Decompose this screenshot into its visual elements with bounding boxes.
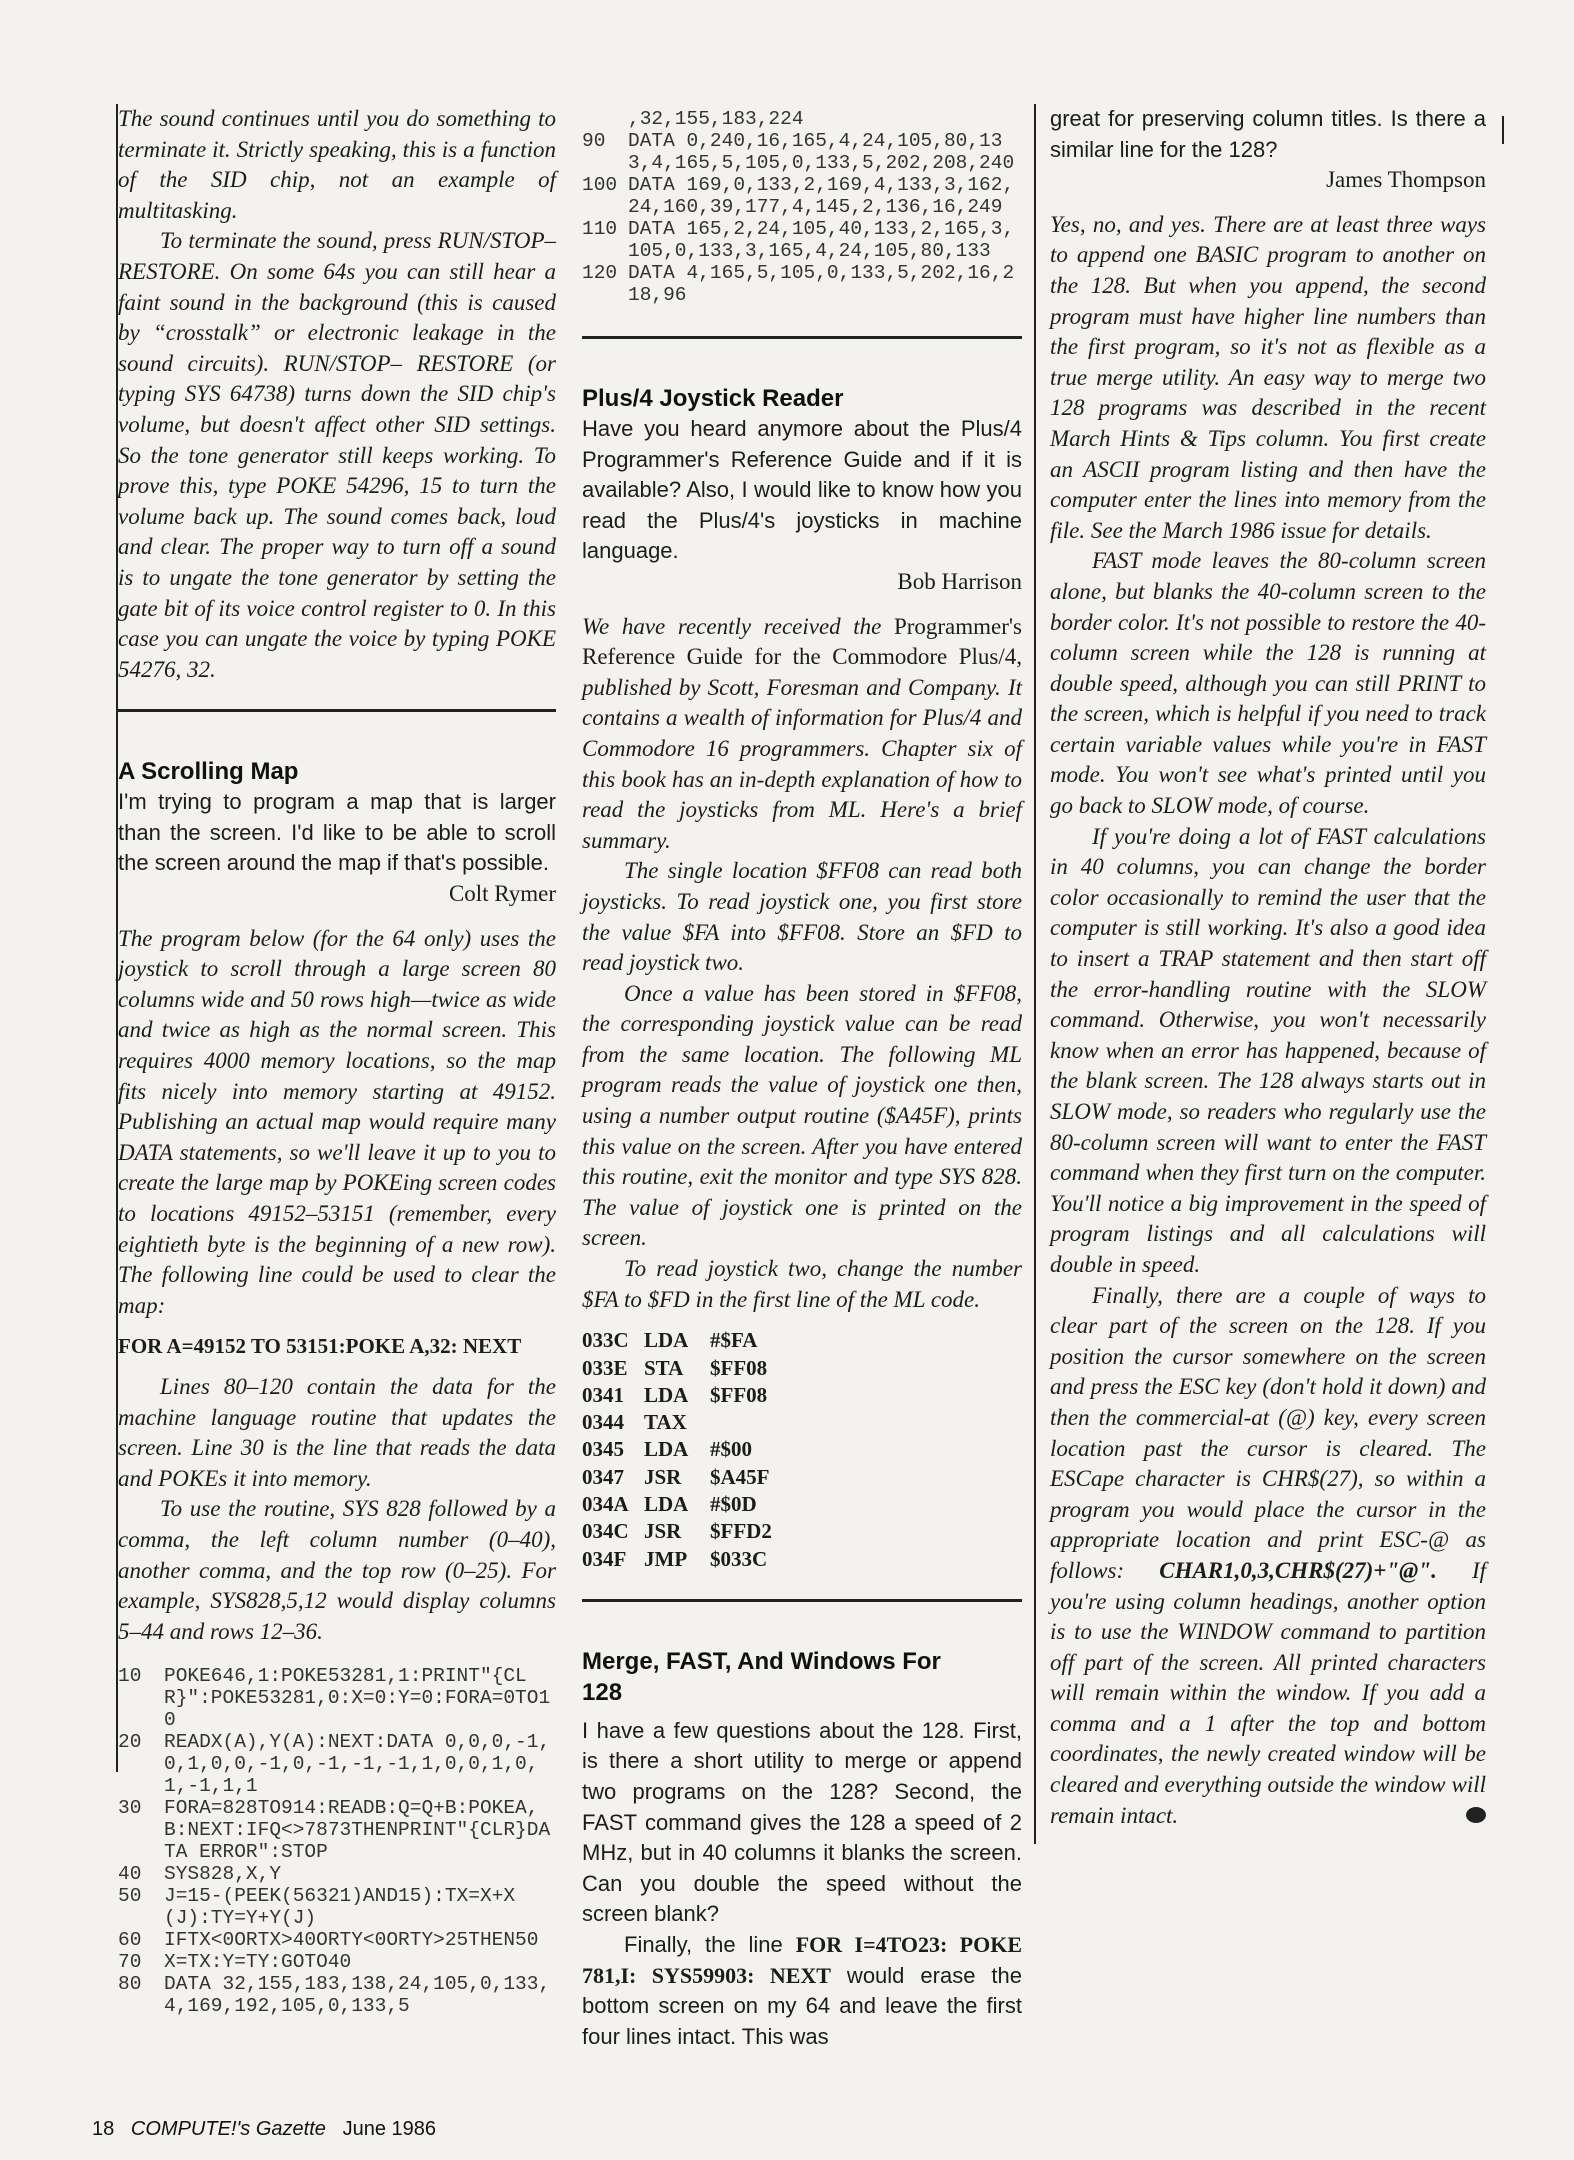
code-line: 110 DATA 165,2,24,105,40,133,2,165,3,105,0,133,3,165,4,24,105,80,133 — [582, 218, 1015, 262]
basic-listing-continued — [582, 108, 1022, 306]
assembly-listing — [582, 1327, 1022, 1573]
section-title-plus4-joystick: Plus/4 Joystick Reader — [582, 385, 844, 412]
code-line: 20 READX(A),Y(A):NEXT:DATA 0,0,0,-1,0,1,0,0,-1,0,-1,-1,-1,1,0,0,1,0,1,-1,1,1 — [118, 1731, 551, 1798]
question-author: Colt Rymer — [448, 881, 556, 907]
asm-line: 033E STA $FF08 — [582, 1355, 768, 1380]
code-line: 70 X=TX:Y=TY:GOTO40 — [118, 1951, 352, 1974]
code-line: 90 DATA 0,240,16,165,4,24,105,80,133,4,165,5,105,0,133,5,202,208,240 — [582, 130, 1015, 174]
end-of-article-icon — [1466, 1807, 1486, 1823]
code-line: 40 SYS828,X,Y — [118, 1863, 282, 1886]
section-title-scrolling-map: A Scrolling Map — [118, 758, 299, 786]
magazine-name: COMPUTE!'s Gazette — [130, 2118, 326, 2140]
answer-paragraph-2: Lines 80–120 contain the data for the machine language routine that updates the screen. Line 30 is the line that reads the data and POKEs it into memory. — [118, 1373, 556, 1491]
code-line: 10 POKE646,1:POKE53281,1:PRINT"{CLR}":POKE53281,0:X=0:Y=0:FORA=0TO10 — [118, 1665, 551, 1732]
code-line: ,32,155,183,224 — [628, 108, 804, 130]
answer-paragraph-3: Once a value has been stored in $FF08, the corresponding joystick value can be read from the same location. The following ML program reads the value of joystick one then, using a number output routine ($A45F), prints this value on the screen. After you have entered this routine, exit the monitor and type SYS 828. The value of joystick one is printed on the screen. — [582, 980, 1022, 1251]
code-line: 50 J=15-(PEEK(56321)AND15):TX=X+X(J):TY=Y+Y(J) — [118, 1885, 516, 1930]
question-2-paragraph-2: Finally, the line FOR I=4TO23: POKE 781,I: SYS59903: NEXT would erase the bottom screen on my 64 and leave the first four lines intact. This was — [582, 1932, 1023, 2049]
basic-listing — [118, 1665, 556, 2017]
asm-line: 0345 LDA #$00 — [582, 1437, 752, 1462]
code-line: 120 DATA 4,165,5,105,0,133,5,202,16,218,96 — [582, 262, 1015, 306]
question-2-continued: great for preserving column titles. Is there a similar line for the 128? — [1050, 106, 1486, 162]
code-line: 100 DATA 169,0,133,2,169,4,133,3,162,24,160,39,177,4,145,2,136,16,249 — [582, 174, 1015, 218]
answer-paragraph-1: The program below (for the 64 only) uses the joystick to scroll through a large screen 80 columns wide and 50 rows high—twice as wide and twice as high as the normal screen. This requires 4000 memory locations, so the map fits nicely into memory starting at 49152. Publishing an actual map would require many DATA statements, so we'll leave it up to you to create the large map by POKEing screen codes to locations 49152–53151 (remember, every eightieth byte is the beginning of a new row). The following line could be used to clear the map: — [118, 925, 556, 1318]
question-2-paragraph-1: I have a few questions about the 128. First, is there a short utility to merge or append two programs on the 128? Second, the FAST command gives the 128 a speed of 2 MHz, but in 40 columns it blanks the screen. Can you double the speed without the screen blank? — [582, 1717, 1022, 1927]
column-3 — [1050, 104, 1486, 1831]
answer-paragraph-1: We have recently received the Programmer's Reference Guide for the Commodore Plus/4, published by Scott, Foresman and Company. It contains a wealth of information for Plus/4 and Commodore 16 programmers. Chapter six of this book has an in-depth explanation of how to read the joysticks from ML. Here's a brief summary. — [582, 613, 1022, 853]
answer-paragraph-4: To read joystick two, change the number $FA to $FD in the first line of the ML code. — [582, 1256, 1022, 1312]
for-loop-line: FOR A=49152 TO 53151:POKE A,32: NEXT — [118, 1334, 522, 1359]
asm-line: 034C JSR $FFD2 — [582, 1519, 772, 1544]
code-line: 80 DATA 32,155,183,138,24,105,0,133,4,169,192,105,0,133,5 — [118, 1973, 551, 2018]
answer-paragraph-3: To use the routine, SYS 828 followed by a comma, the left column number (0–40), another comma, and the top row (0–25). For example, SYS828,5,12 would display columns 5–44 and rows 12–36. — [118, 1496, 556, 1644]
question-author: Bob Harrison — [897, 568, 1022, 594]
answer-paragraph-1: Yes, no, and yes. There are at least three ways to append one BASIC program to another on the 128. But when you append, the second program must have higher line numbers than the first program, so it's not as flexible as a true merge utility. An easy way to merge two 128 programs was described in the recent March Hints & Tips column. You first create an ASCII program listing and then have the computer enter the lines into memory from the file. See the March 1986 issue for details. — [1050, 211, 1486, 543]
column-rule-right — [1034, 104, 1036, 1844]
answer-paragraph-2: The single location $FF08 can read both joysticks. To read joystick one, you first store the value $FA into $FF08. Store an $FD to read joystick two. — [582, 858, 1022, 976]
column-2 — [582, 108, 1022, 2052]
section-divider — [118, 709, 556, 712]
answer-paragraph-3: If you're doing a lot of FAST calculations in 40 columns, you can change the border color occasionally to remind the user that the computer is still working. It's also a good idea to insert a TRAP statement and then start off the error-handling routine with the SLOW command. Otherwise, you won't necessarily know when an error has happened, because of the blank screen. The 128 always starts out in SLOW mode, so readers who regularly use the 80-column screen will want to enter the FAST command when they first turn on the computer. You'll notice a big improvement in the speed of program listings and all calculations will double in speed. — [1050, 823, 1486, 1277]
asm-line: 033C LDA #$FA — [582, 1328, 758, 1353]
question-author: James Thompson — [1326, 167, 1486, 193]
answer-paragraph-4: Finally, there are a couple of ways to clear part of the screen on the 128. If you position the cursor somewhere on the screen and press the ESC key (don't hold it down) and then the commercial-at (@) key, every screen location past the cursor is cleared. The ESCape character is CHR$(27), so within a program you would place the cursor in the appropriate location and print ESC-@ as follows: CHAR1,0,3,CHR$(27)+"@". If you're using column headings, another option is to use the WINDOW command to partition off part of the screen. All printed characters will remain within the window. If you add a comma and a 1 after the top and bottom coordinates, the newly created window will be cleared and everything outside the window will remain intact. — [1050, 1282, 1486, 1828]
code-line: 60 IFTX<0ORTX>40ORTY<0ORTY>25THEN50 — [118, 1929, 539, 1952]
asm-line: 0344 TAX — [582, 1410, 687, 1435]
code-line: 30 FORA=828TO914:READB:Q=Q+B:POKEA,B:NEXT:IFQ<>7873THENPRINT"{CLR}DATA ERROR":STOP — [118, 1797, 551, 1864]
page-number: 18 — [92, 2118, 115, 2140]
asm-line: 034F JMP $033C — [582, 1546, 768, 1571]
page-footer — [92, 2118, 436, 2141]
column-rule-right-edge — [1502, 116, 1504, 144]
intro-paragraph-2: To terminate the sound, press RUN/STOP–RESTORE. On some 64s you can still hear a faint sound in the background (this is caused by “crosstalk” or electronic leakage in the sound circuits). RUN/STOP– RESTORE (or typing SYS 64738) turns down the SID chip's volume, but doesn't affect other SID settings. So the tone generator still keeps working. To prove this, type POKE 54296, 15 to turn the volume back up. The sound comes back, loud and clear. The proper way to turn off a sound is to ungate the tone generator by setting the gate bit of its voice control register to 0. In this case you can ungate the voice by typing POKE 54276, 32. — [118, 228, 556, 682]
section-title-merge-fast-windows: Merge, FAST, And Windows For 128 — [582, 1647, 941, 1706]
section-divider — [582, 1599, 1022, 1602]
intro-paragraph-1: The sound continues until you do something to terminate it. Strictly speaking, this is a function of the SID chip, not an example of multitasking. — [118, 106, 556, 223]
section-divider — [582, 336, 1022, 339]
issue-date: June 1986 — [342, 2118, 436, 2140]
column-1 — [118, 104, 556, 2017]
asm-line: 034A LDA #$0D — [582, 1492, 757, 1516]
question-paragraph: I'm trying to program a map that is larger than the screen. I'd like to be able to scroll the screen around the map if that's possible. — [118, 789, 556, 876]
asm-line: 0341 LDA $FF08 — [582, 1382, 768, 1407]
question-paragraph: Have you heard anymore about the Plus/4 Programmer's Reference Guide and if it is available? Also, I would like to know how you read the Plus/4's joysticks in machine language. — [582, 416, 1022, 564]
answer-paragraph-2: FAST mode leaves the 80-column screen alone, but blanks the 40-column screen to the border color. It's not possible to restore the 40-column screen while the 128 is running at double speed, although you can still PRINT to the screen, which is helpful if you need to track certain variable values while you're in FAST mode. You won't see what's printed until you go back to SLOW mode, of course. — [1050, 548, 1486, 819]
asm-line: 0347 JSR $A45F — [582, 1464, 770, 1489]
